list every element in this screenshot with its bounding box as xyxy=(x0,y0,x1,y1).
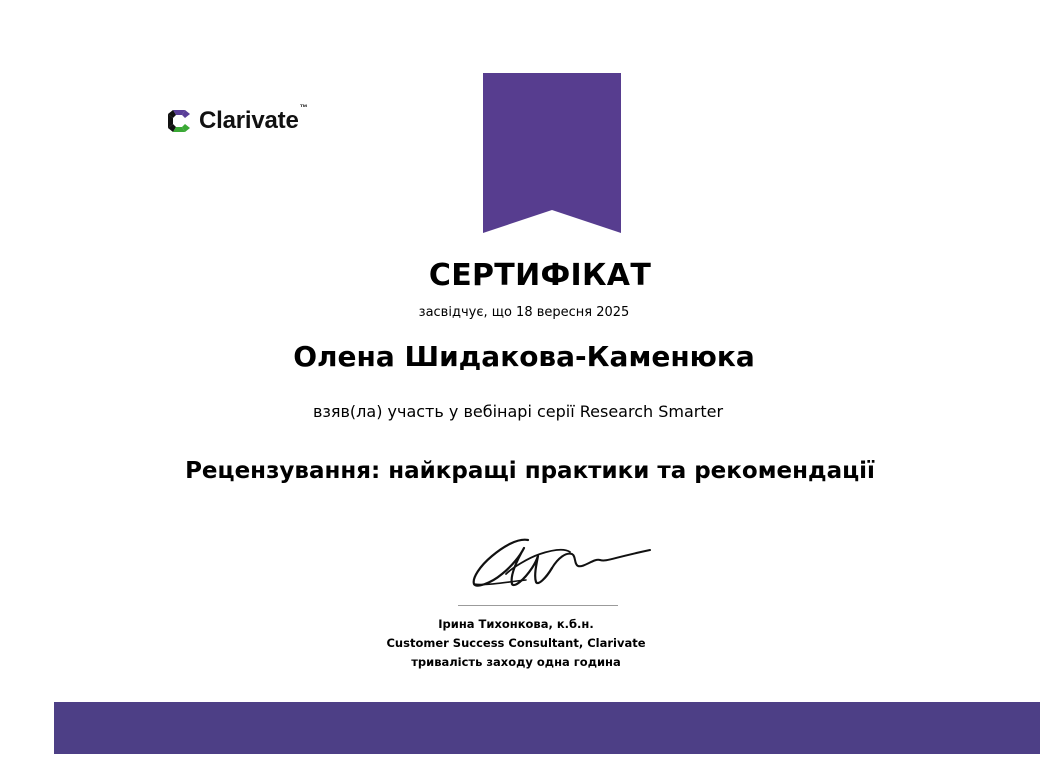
webinar-title: Рецензування: найкращі практики та рекомендації xyxy=(185,458,875,484)
clarivate-logo xyxy=(165,103,308,136)
footer-band xyxy=(54,702,1040,754)
attestation-date: засвідчує, що 18 вересня 2025 xyxy=(418,305,630,320)
certificate-title: СЕРТИФІКАТ xyxy=(428,258,652,293)
logo-wordmark: Clarivate™ xyxy=(199,103,308,134)
recipient-name: Олена Шидакова-Каменюка xyxy=(293,340,755,373)
ribbon-bookmark-icon xyxy=(483,73,621,233)
clarivate-mark-icon xyxy=(165,107,193,135)
signer-role: Customer Success Consultant, Clarivate xyxy=(386,636,646,650)
participation-text: взяв(ла) участь у вебінарі серії Research Smarter xyxy=(312,402,724,421)
signature-image xyxy=(466,528,656,598)
signer-name: Ірина Тихонкова, к.б.н. xyxy=(438,617,594,631)
signature-line xyxy=(458,605,618,606)
event-duration: тривалість заходу одна година xyxy=(411,655,621,669)
